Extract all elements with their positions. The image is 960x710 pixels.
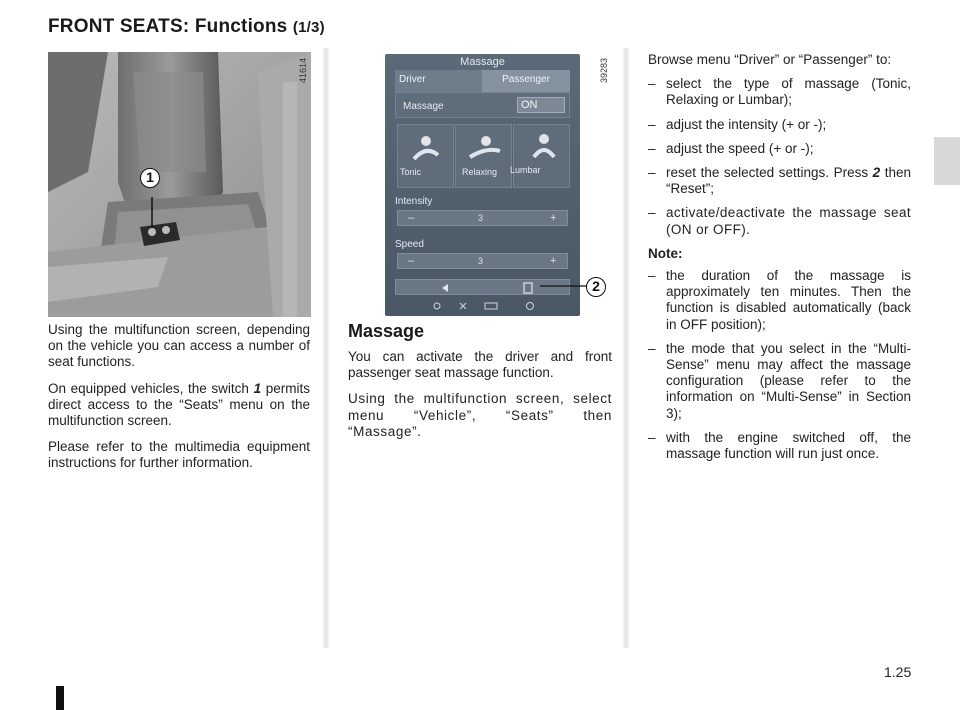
note-label: Note: xyxy=(648,245,683,261)
left-para-1: Using the multifunction screen, depending on the vehicle you can access a number of seat functions. xyxy=(48,322,310,370)
mode-relaxing[interactable] xyxy=(455,124,512,188)
massage-para-2: Using the multifunction screen, select menu “Vehicle”, “Seats” then “Massage”. xyxy=(348,391,612,439)
list-item: – adjust the intensity (+ or -); xyxy=(648,116,827,132)
mode-tonic[interactable] xyxy=(397,124,454,188)
speed-minus-button[interactable]: – xyxy=(408,255,415,267)
back-icon xyxy=(442,284,448,292)
list-item: – activate/deactivate the massage seat (ON or OFF). xyxy=(648,205,911,237)
relaxing-icon xyxy=(456,125,511,165)
massage-screen xyxy=(385,54,580,316)
seat-photo xyxy=(48,52,311,317)
tab-driver[interactable]: Driver xyxy=(395,70,482,92)
massage-para-1: You can activate the driver and front passenger seat massage function. xyxy=(348,349,612,381)
massage-body-text xyxy=(348,349,612,450)
mode-lumbar[interactable] xyxy=(510,124,570,188)
intensity-plus-button[interactable]: + xyxy=(550,212,557,224)
left-body-text xyxy=(48,322,310,482)
intensity-minus-button[interactable]: – xyxy=(408,212,415,224)
image-code-screen: 39283 xyxy=(599,58,609,84)
intensity-label: Intensity xyxy=(395,196,433,207)
reset-menu-icon xyxy=(524,283,532,293)
page-title-suffix: (1/3) xyxy=(292,19,325,36)
speed-plus-button[interactable]: + xyxy=(550,255,557,267)
note-item: – the mode that you select in the “Multi-Sense” menu may affect the massage configuration (please refer to the information on “Multi-Sense” in Section 3); xyxy=(648,340,911,421)
left-para-3: Please refer to the multimedia equipment instructions for further information. xyxy=(48,439,310,471)
page-title-text: FRONT SEATS: Functions xyxy=(48,16,288,37)
mode-relaxing-label: Relaxing xyxy=(462,167,498,177)
screen-tabs xyxy=(395,70,570,92)
corner-mark xyxy=(56,686,64,710)
list-item-reset: – reset the selected settings. Press 2 then “Reset”; xyxy=(648,165,911,197)
seat-photo-illustration xyxy=(48,52,311,317)
column-divider-1 xyxy=(322,48,330,648)
massage-heading: Massage xyxy=(348,321,425,341)
screen-title: Massage xyxy=(460,56,505,68)
intensity-value: 3 xyxy=(478,213,484,223)
column-divider-2 xyxy=(622,48,630,648)
mode-lumbar-label: Lumbar xyxy=(510,165,541,175)
section-thumb-tab xyxy=(934,137,960,185)
tab-passenger[interactable]: Passenger xyxy=(482,70,570,92)
list-item: – select the type of massage (Tonic, Relaxing or Lumbar); xyxy=(648,76,911,108)
screen-climate-footer xyxy=(385,299,580,313)
note-item: – with the engine switched off, the massage function will run just once. xyxy=(648,429,911,462)
callout-1: 1 xyxy=(140,168,160,188)
right-column xyxy=(648,52,911,470)
list-item: – adjust the speed (+ or -); xyxy=(648,140,814,156)
image-code-left: 41614 xyxy=(298,58,308,84)
right-intro: Browse menu “Driver” or “Passenger” to: xyxy=(648,52,892,67)
massage-toggle[interactable]: ON xyxy=(517,97,565,113)
tonic-icon xyxy=(398,125,453,165)
left-para-2: On equipped vehicles, the switch 1 permits direct access to the “Seats” menu on the multifunction screen. xyxy=(48,380,310,429)
callout-2: 2 xyxy=(586,277,606,297)
intensity-slider[interactable] xyxy=(397,210,568,226)
lumbar-icon xyxy=(514,125,569,165)
climate-icons xyxy=(385,299,580,313)
mode-tonic-label: Tonic xyxy=(400,167,422,177)
page-title xyxy=(48,16,325,38)
speed-slider[interactable] xyxy=(397,253,568,269)
speed-label: Speed xyxy=(395,239,424,250)
callout-2-leader xyxy=(540,280,590,294)
note-item: – the duration of the massage is approximately ten minutes. Then the function is disabled automatically (back in OFF position); xyxy=(648,268,911,332)
massage-row-label: Massage xyxy=(403,101,444,112)
page-number: 1.25 xyxy=(884,664,912,680)
speed-value: 3 xyxy=(478,256,484,266)
